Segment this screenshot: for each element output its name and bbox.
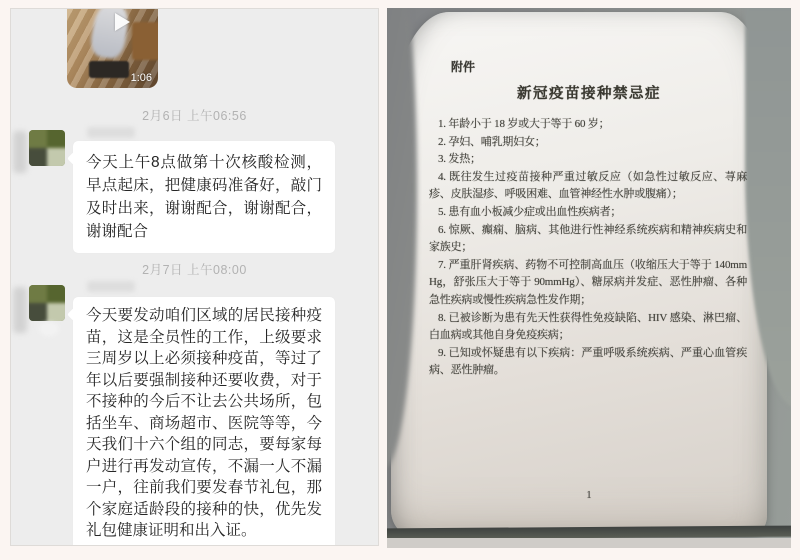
document-item: 8. 已被诊断为患有先天性获得性免疫缺陷、HIV 感染、淋巴瘤、白血病或其他自身免疫疾病； — [429, 311, 747, 342]
document-item: 6. 惊厥、癫痫、脑病、其他进行性神经系统疾病和精神疾病史和家族史； — [429, 223, 747, 254]
document-item: 9. 已知或怀疑患有以下疾病：严重呼吸系统疾病、严重心血管疾病、恶性肿瘤。 — [429, 346, 747, 377]
blurred-sender-name — [87, 127, 135, 138]
video-message[interactable] — [67, 8, 158, 88]
chat-timestamp: 2月7日 上午08:00 — [142, 263, 247, 277]
message-bubble[interactable] — [73, 297, 335, 546]
video-frame-furniture — [132, 22, 158, 60]
document-title: 新冠疫苗接种禁忌症 — [517, 86, 661, 102]
blurred-spot — [39, 322, 59, 336]
document-photo — [387, 8, 791, 548]
chat-timestamp: 2月6日 上午06:56 — [142, 109, 247, 123]
message-text: 今天上午8点做第十次核酸检测，早点起床，把健康码准备好，敲门及时出来，谢谢配合，谢谢配合，谢谢配合 — [86, 154, 322, 240]
message-text: 今天要发动咱们区域的居民接种疫苗，这是全员性的工作，上级要求三周岁以上必须接种疫苗，等过了年以后要强制接种还要收费，对于不接种的今后不让去公共场所，包括坐车、商场超市、医院等等，今天我们十六个组的同志，要每家每户进行再发动宣传，不漏一人不漏一户，往前我们要发春节礼包，那个家庭适龄段的接种的快，优先发礼包健康证明和出入证。 — [86, 307, 322, 539]
video-duration: 1:06 — [130, 72, 152, 84]
page-number: 1 — [586, 490, 592, 501]
avatar-image — [29, 130, 65, 166]
document-item: 1. 年龄小于 18 岁或大于等于 60 岁； — [438, 118, 610, 130]
avatar[interactable] — [29, 285, 65, 321]
document-content — [387, 8, 791, 548]
avatar[interactable] — [29, 130, 65, 166]
video-frame-object — [89, 61, 129, 78]
blurred-redaction — [13, 287, 27, 333]
document-item: 3. 发热； — [438, 153, 481, 166]
document-item: 5. 患有血小板减少症或出血性疾病者； — [438, 205, 622, 218]
blurred-redaction — [13, 131, 27, 173]
document-items — [429, 116, 747, 380]
attachment-label: 附件 — [451, 60, 476, 74]
play-icon[interactable] — [115, 13, 130, 31]
message-bubble[interactable] — [73, 141, 335, 253]
document-item: 7. 严重肝肾疾病、药物不可控制高血压（收缩压大于等于 140mmHg，舒张压大于等于 90mmHg）、糖尿病并发症、恶性肿瘤、各种急性疾病或慢性疾病急性发作期； — [429, 258, 747, 306]
document-item: 4. 既往发生过疫苗接种严重过敏反应（如急性过敏反应、荨麻疹、皮肤湿疹、呼吸困难、血管神经性水肿或腹痛）； — [429, 170, 747, 201]
table-surface — [387, 538, 791, 548]
avatar-image — [29, 285, 65, 321]
blurred-sender-name — [87, 281, 135, 292]
document-item: 2. 孕妇、哺乳期妇女； — [438, 135, 546, 148]
chat-screenshot — [10, 8, 379, 546]
